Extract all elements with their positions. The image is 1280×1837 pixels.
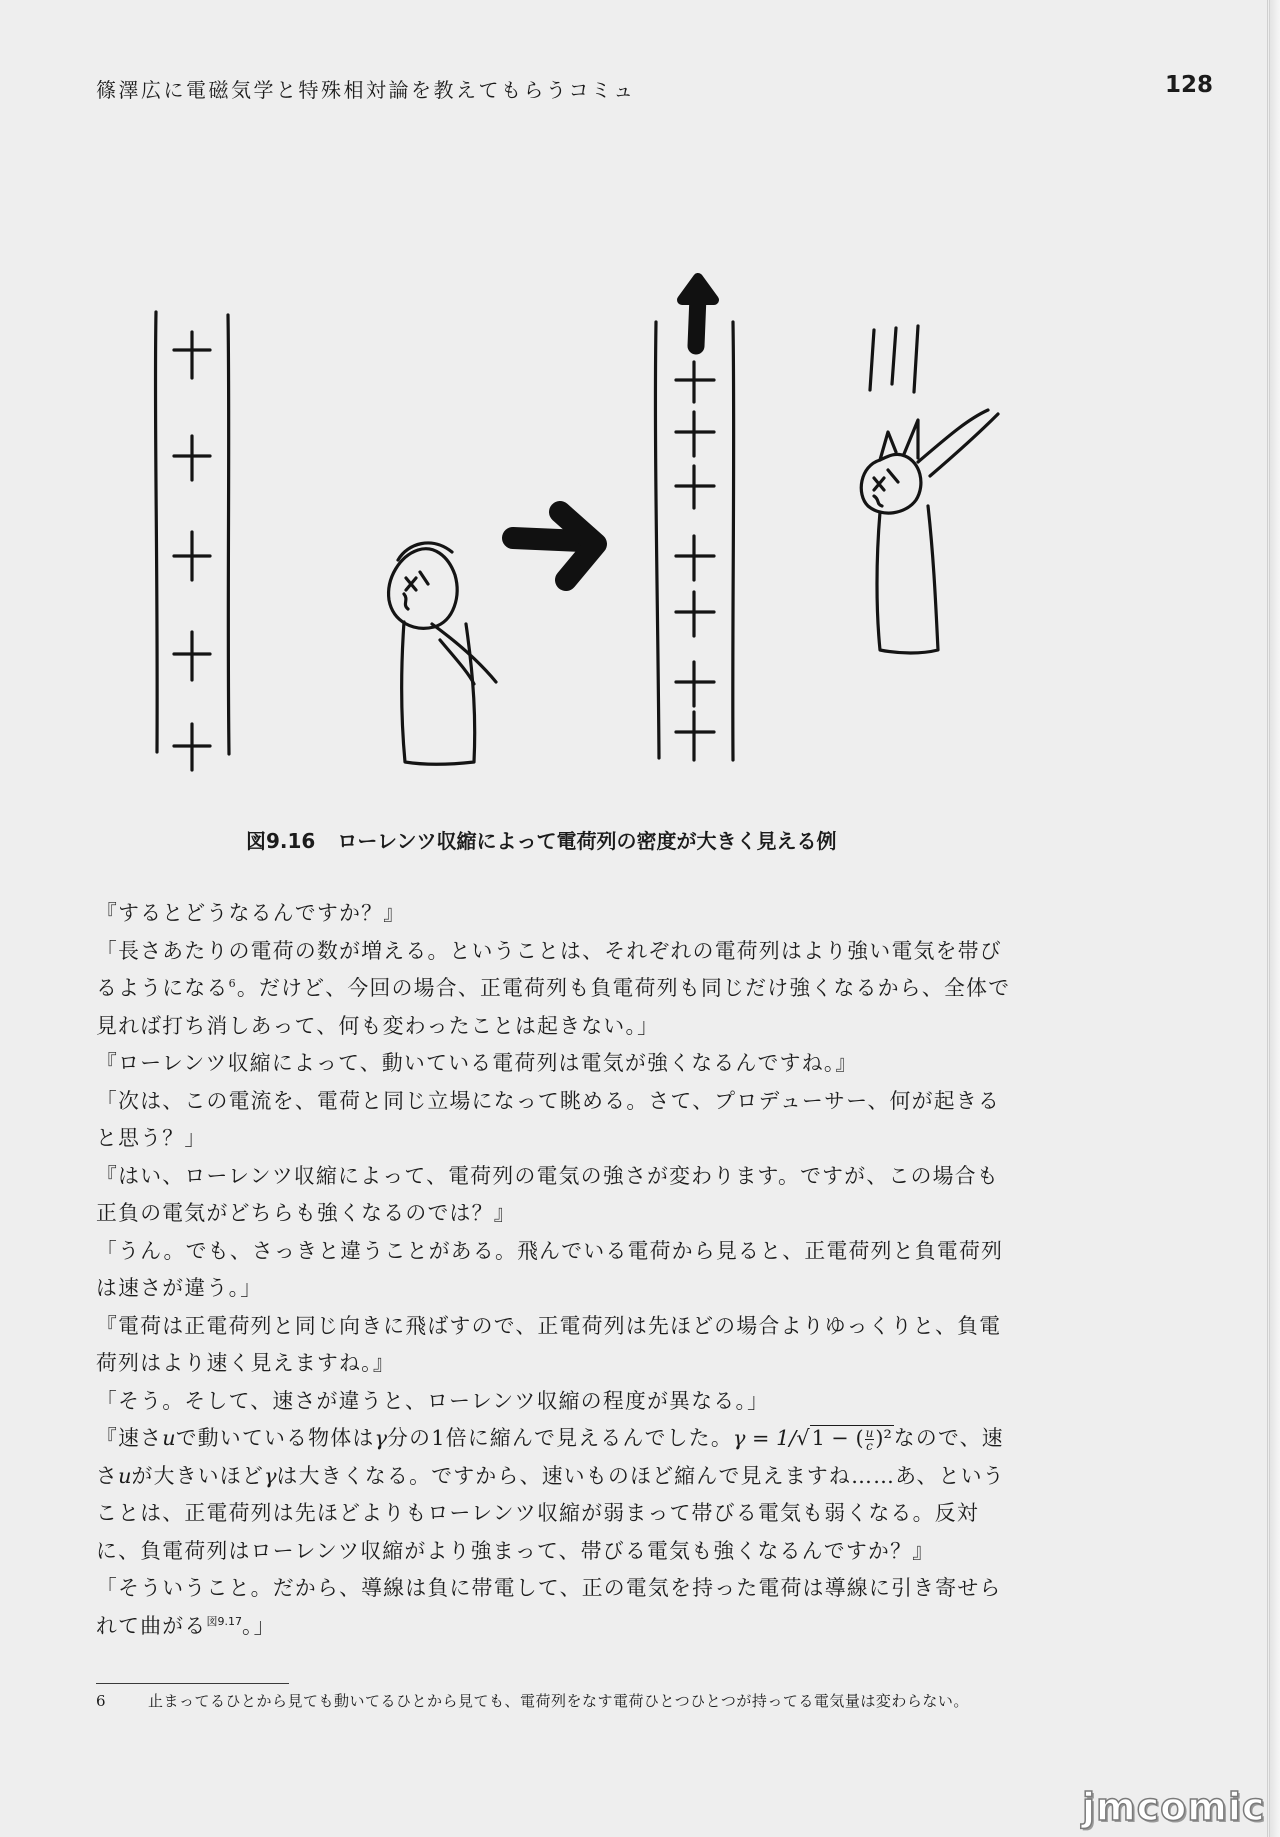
person-left-mouth (404, 594, 408, 609)
dialogue-text: なので、速さ (96, 1426, 1004, 1488)
up-arrow-head (682, 278, 714, 300)
dialogue-text: 「長さあたりの電荷の数が増える。ということは、それぞれの電荷列はより強い電気を帯びるようになる (96, 938, 1002, 1000)
right-wire-left-edge (655, 322, 659, 758)
dialogue-line (96, 1570, 1021, 1645)
motion-line-1 (870, 330, 874, 390)
right-charges (676, 362, 714, 760)
left-wire-left-edge (155, 312, 157, 752)
formula-close: )² (875, 1426, 892, 1450)
gamma-formula (733, 1426, 894, 1453)
dialogue-line: 「そう。そして、速さが違うと、ローレンツ収縮の程度が異なる。」 (96, 1388, 770, 1413)
big-arrow-shaft (513, 538, 582, 541)
dialogue-text: 。」 (241, 1613, 276, 1638)
math-gamma: γ (264, 1463, 277, 1488)
math-u: u (118, 1463, 132, 1488)
dialogue-text: 。だけど、今回の場合、正電荷列も負電荷列も同じだけ強くなるから、全体で見れば打ち消しあって、何も変わったことは起きない。」 (96, 976, 1011, 1038)
math-gamma: γ (374, 1426, 388, 1450)
cat-body (877, 506, 938, 653)
motion-line-2 (892, 328, 896, 384)
dialogue-line (96, 933, 1021, 1046)
dialogue-line: 『電荷は正電荷列と同じ向きに飛ばすので、正電荷列は先ほどの場合よりゆっくりと、負電荷列はより速く見えますね。』 (96, 1313, 1002, 1375)
dialogue-text: が大きいほど (131, 1463, 265, 1488)
dialogue-line: 「次は、この電流を、電荷と同じ立場になって眺める。さて、プロデューサー、何が起きると思う？」 (96, 1088, 1001, 1150)
figure-caption-text: ローレンツ収縮によって電荷列の密度が大きく見える例 (337, 829, 837, 853)
dialogue-line (96, 1420, 1021, 1570)
footnote-text: 止まってるひとから見ても動いてるひとから見ても、電荷列をなす電荷ひとつひとつが持ってる電気量は変わらない。 (148, 1692, 969, 1710)
figure-caption-label: 図9.16 (246, 829, 316, 853)
sqrt: √1 − ( $\frac{u}{c}$ )² (796, 1426, 892, 1453)
dialogue-text: 「そういうこと。だから、導線は負に帯電して、正の電気を持った電荷は導線に引き寄せられて曲がる (96, 1576, 1002, 1638)
figure-illustration (0, 0, 1280, 800)
person-left-arm (432, 624, 496, 682)
fraction (865, 1427, 875, 1452)
dialogue-line: 『はい、ローレンツ収縮によって、電荷列の電気の強さが変わります。ですが、この場合も正負の電気がどちらも強くなるのでは？』 (96, 1163, 999, 1225)
right-wire-right-edge (733, 322, 734, 760)
footnote (96, 1690, 969, 1711)
page-number: 128 (1165, 72, 1214, 98)
person-left-body (402, 622, 475, 764)
figure-ref[interactable]: 図9.17 (206, 1614, 242, 1628)
cat-ear-right (904, 420, 918, 458)
dialogue-line: 『するとどうなるんですか？』 (96, 901, 406, 925)
motion-line-3 (914, 326, 918, 392)
body-text (96, 895, 1021, 1645)
dialogue-line: 「うん。でも、さっきと違うことがある。飛んでいる電荷から見ると、正電荷列と負電荷列は速さが違う。」 (96, 1238, 1004, 1300)
watermark-logo: jmcomic (1082, 1785, 1266, 1829)
formula-one-minus: 1 − ( (811, 1426, 864, 1450)
footnote-ref[interactable]: 6 (228, 977, 237, 991)
footnote-number: 6 (96, 1692, 107, 1710)
figure-caption (246, 825, 836, 854)
dialogue-text: で動いている物体は (175, 1426, 375, 1450)
fraction-numerator: u (865, 1426, 874, 1440)
left-wire-right-edge (228, 315, 229, 754)
dialogue-text: は大きくなる。ですから、速いものほど縮んで見えますね……あ、ということは、正電荷列は先ほどよりもローレンツ収縮が弱まって帯びる電気も弱くなる。反対に、負電荷列はローレンツ収縮がより強まって、帯びる電気も強くなるんですか？』 (96, 1463, 1005, 1563)
math-u: u (162, 1426, 176, 1450)
left-charges (174, 332, 210, 770)
cat-head (861, 454, 921, 513)
fraction-denominator: c (866, 1439, 873, 1453)
running-title: 篠澤広に電磁気学と特殊相対論を教えてもらうコミュ (96, 78, 636, 102)
dialogue-text: 『速さ (96, 1426, 163, 1450)
dialogue-text: 分の1倍に縮んで見えるんでした。 (387, 1426, 733, 1450)
dialogue-line: 『ローレンツ収縮によって、動いている電荷列は電気が強くなるんですね。』 (96, 1051, 858, 1075)
cat-face (874, 470, 898, 506)
footnote-rule (96, 1683, 289, 1684)
formula-lhs: γ = 1/ (733, 1426, 797, 1450)
person-left-eyes (406, 572, 428, 590)
